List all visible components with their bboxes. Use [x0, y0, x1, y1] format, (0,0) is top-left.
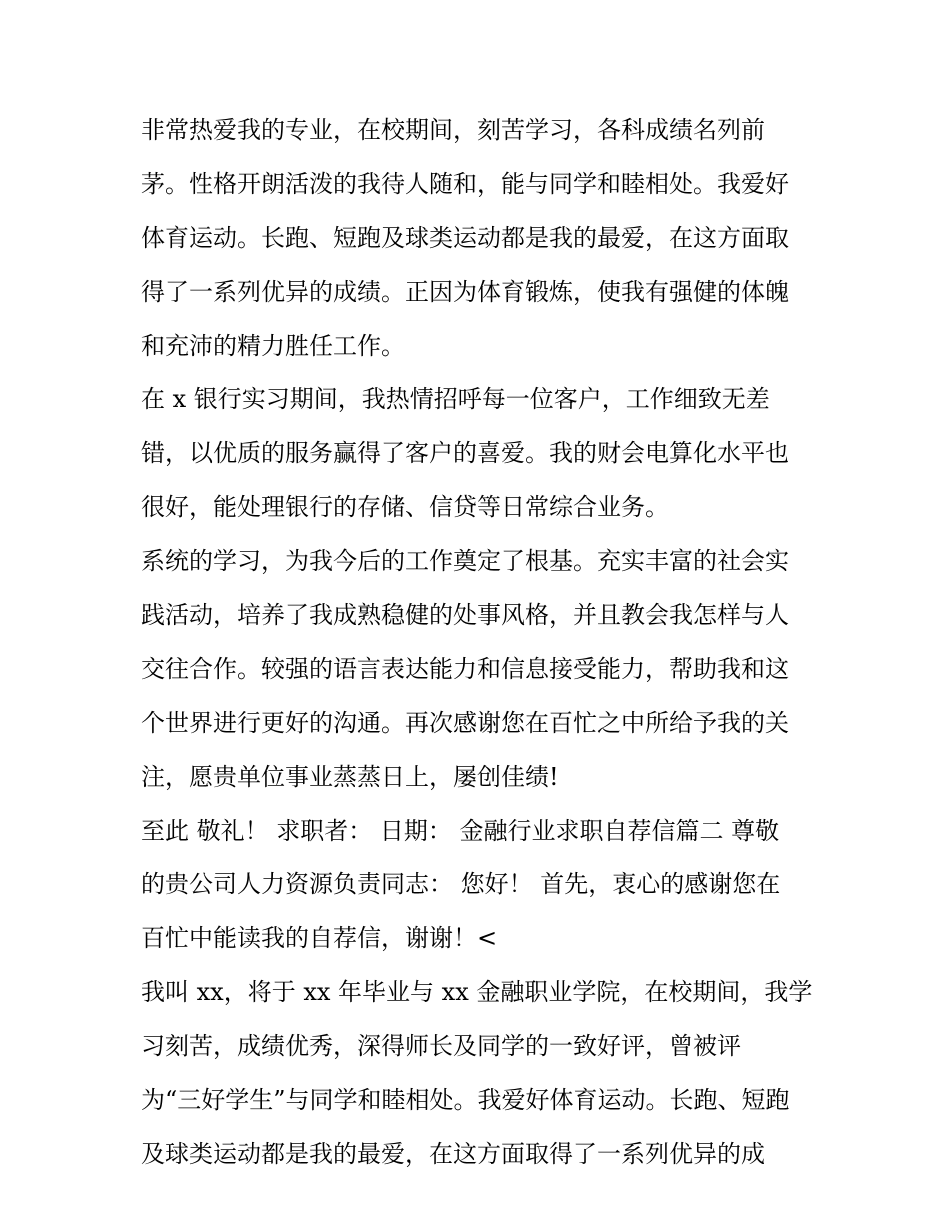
text-line: 至此 敬礼！ 求职者： 日期： 金融行业求职自荐信篇二 尊敬 — [141, 816, 780, 845]
text-line: 我叫 xx，将于 xx 年毕业与 xx 金融职业学院，在校期间，我学 — [141, 978, 813, 1007]
text-line: 的贵公司人力资源负责同志： 您好！ 首先，衷心的感谢您在 — [141, 870, 781, 899]
text-line: 及球类运动都是我的最爱，在这方面取得了一系列优异的成 — [141, 1139, 765, 1168]
text-line: 得了一系列优异的成绩。正因为体育锻炼，使我有强健的体魄 — [141, 277, 789, 306]
text-line: 为“三好学生”与同学和睦相处。我爱好体育运动。长跑、短跑 — [141, 1086, 790, 1115]
text-line: 体育运动。长跑、短跑及球类运动都是我的最爱，在这方面取 — [141, 223, 789, 252]
text-line: 茅。性格开朗活泼的我待人随和，能与同学和睦相处。我爱好 — [141, 169, 789, 198]
text-line: 和充沛的精力胜任工作。 — [141, 331, 405, 360]
text-line: 系统的学习，为我今后的工作奠定了根基。充实丰富的社会实 — [141, 547, 789, 576]
text-line: 个世界进行更好的沟通。再次感谢您在百忙之中所给予我的关 — [141, 708, 789, 737]
text-line: 习刻苦，成绩优秀，深得师长及同学的一致好评，曾被评 — [141, 1032, 741, 1061]
text-line: 很好，能处理银行的存储、信贷等日常综合业务。 — [141, 493, 669, 522]
text-line: 非常热爱我的专业，在校期间，刻苦学习，各科成绩名列前 — [141, 116, 765, 144]
text-line: 交往合作。较强的语言表达能力和信息接受能力，帮助我和这 — [141, 654, 789, 683]
text-line: 践活动，培养了我成熟稳健的处事风格，并且教会我怎样与人 — [141, 601, 789, 630]
text-line: 在 x 银行实习期间，我热情招呼每一位客户，工作细致无差 — [141, 385, 770, 414]
document-body — [141, 104, 821, 1182]
text-line: 错，以优质的服务赢得了客户的喜爱。我的财会电算化水平也 — [141, 439, 789, 468]
text-line: 注，愿贵单位事业蒸蒸日上，屡创佳绩! — [141, 762, 559, 791]
text-line: 百忙中能读我的自荐信，谢谢！< — [141, 924, 498, 953]
